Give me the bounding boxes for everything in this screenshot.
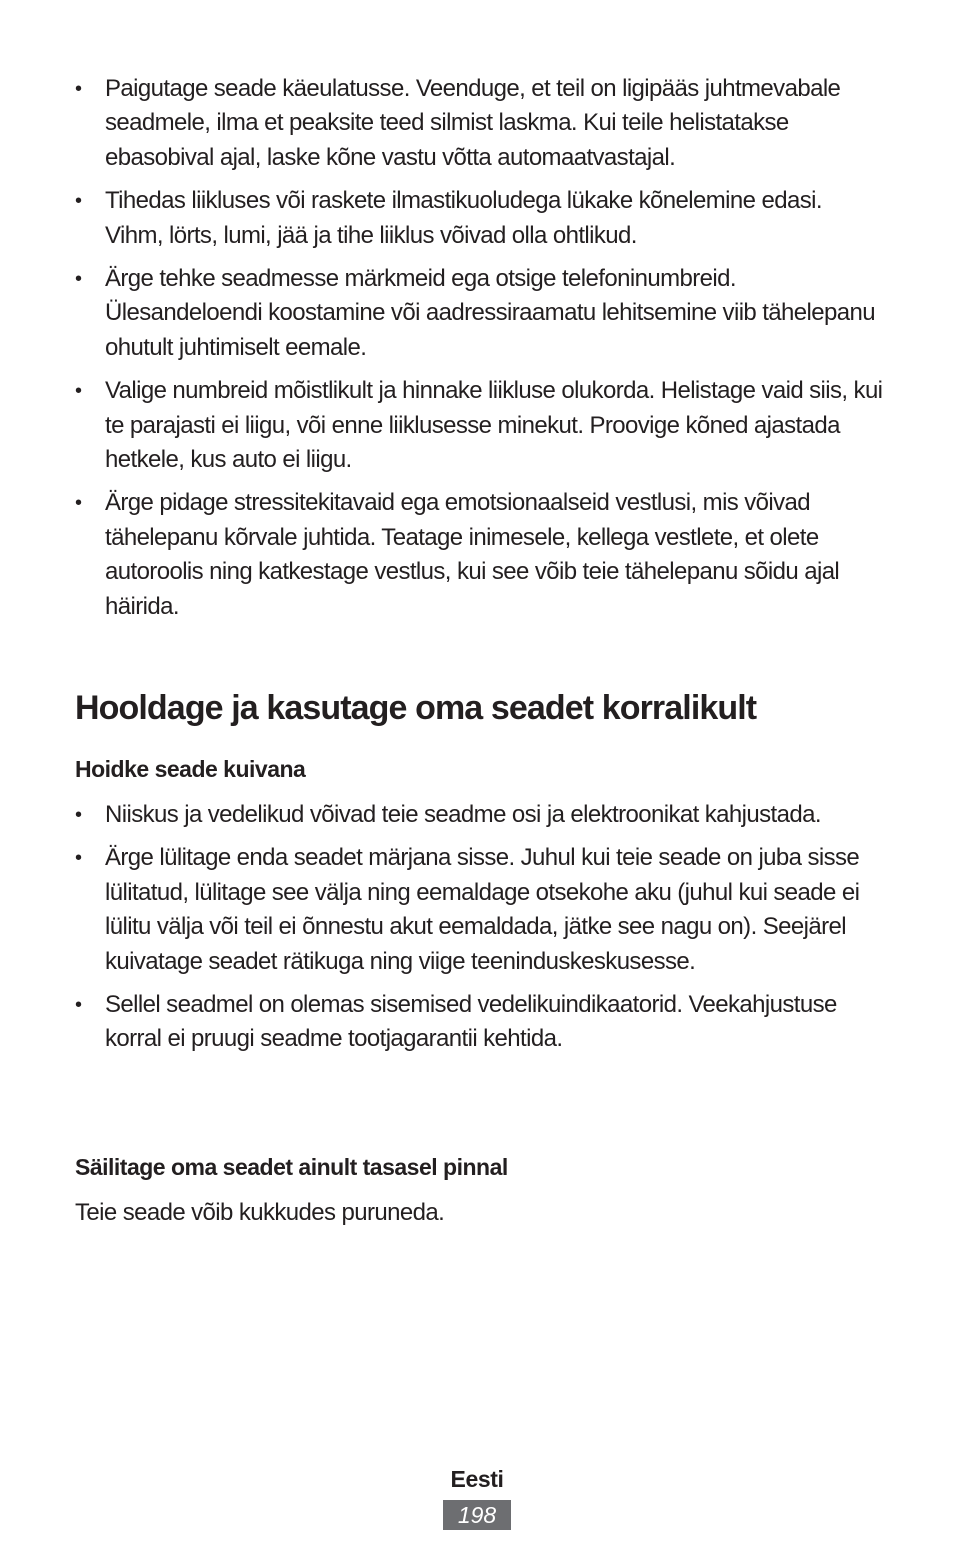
bullet-icon: • [75, 492, 82, 515]
bullet-icon: • [75, 804, 82, 826]
driving-tips-list [75, 72, 885, 633]
list-item-text: Ärge tehke seadmesse märkmeid ega otsige telefoninumbreid. Ülesandeloendi koostamine või aadressiraamatu lehitsemine viib tähelepanu ohutult juhtimiselt eemale. [105, 265, 876, 361]
list-item [75, 798, 885, 832]
list-item [75, 72, 885, 175]
footer-language: Eesti [450, 1466, 504, 1492]
subsection-title-flat-surface: Säilitage oma seadet ainult tasasel pinnal [75, 1154, 508, 1180]
list-item [75, 988, 885, 1057]
page-number-badge: 198 [443, 1500, 511, 1530]
list-item-text: Sellel seadmel on olemas sisemised vedelikuindikaatorid. Veekahjustuse korral ei pruugi seadme tootjagarantii kehtida. [105, 991, 837, 1053]
body-paragraph: Teie seade võib kukkudes puruneda. [75, 1199, 445, 1226]
keep-dry-list [75, 798, 885, 1066]
list-item [75, 841, 885, 979]
section-heading: Hooldage ja kasutage oma seadet korralikult [75, 689, 757, 727]
bullet-icon: • [75, 190, 82, 213]
list-item [75, 184, 885, 253]
list-item [75, 486, 885, 624]
list-item-text: Ärge pidage stressitekitavaid ega emotsionaalseid vestlusi, mis võivad tähelepanu kõrvale juhtida. Teatage inimesele, kellega vestlete, et olete autoroolis ning katkestage vestlus, kui see võib teie tähelepanu sõidu ajal häirida. [105, 489, 840, 620]
bullet-icon: • [75, 994, 82, 1017]
list-item [75, 262, 885, 365]
page-footer [0, 1462, 954, 1530]
list-item [75, 374, 885, 477]
list-item-text: Paigutage seade käeulatusse. Veenduge, et teil on ligipääs juhtmevabale seadmele, ilma et peaksite teed silmist laskma. Kui teile helistatakse ebasobival ajal, laske kõne vastu võtta automaatvastajal. [105, 75, 841, 171]
list-item-text: Valige numbreid mõistlikult ja hinnake liikluse olukorda. Helistage vaid siis, kui te parajasti ei liigu, või enne liiklusesse minekut. Proovige kõned ajastada hetkele, kus auto ei liigu. [105, 377, 883, 474]
subsection-title-keep-dry: Hoidke seade kuivana [75, 756, 306, 782]
bullet-icon: • [75, 268, 82, 291]
list-item-text: Niiskus ja vedelikud võivad teie seadme osi ja elektroonikat kahjustada. [105, 801, 821, 828]
bullet-icon: • [75, 78, 82, 100]
bullet-icon: • [75, 380, 82, 403]
list-item-text: Tihedas liikluses või raskete ilmastikuoludega lükake kõnelemine edasi. Vihm, lörts, lumi, jää ja tihe liiklus võivad olla ohtlikud. [105, 187, 822, 249]
bullet-icon: • [75, 847, 82, 870]
list-item-text: Ärge lülitage enda seadet märjana sisse. Juhul kui teie seade on juba sisse lülitatud, lülitage see välja ning eemaldage otsekohe aku (juhul kui seade ei lülitu välja või teil ei õnnestu akut eemaldada, jätke see nagu on). Seejärel kuivatage seadet rätikuga ning viige teeninduskeskusesse. [105, 844, 860, 975]
